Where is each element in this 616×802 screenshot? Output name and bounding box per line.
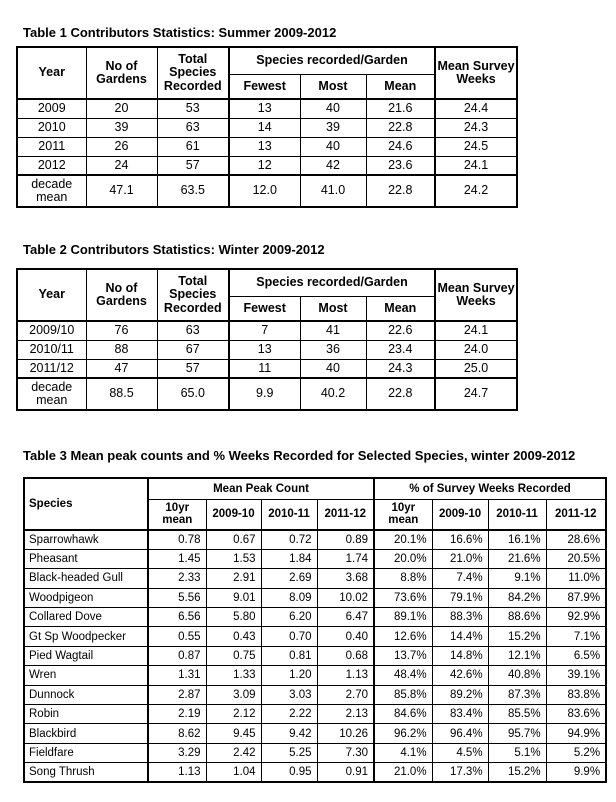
species-name-cell: Song Thrush <box>24 763 148 782</box>
species-name-cell: Black-headed Gull <box>24 569 148 588</box>
decade-mean-row <box>17 175 517 207</box>
table1-caption: Table 1 Contributors Statistics: Summer 2009-2012 <box>23 25 337 40</box>
col-weeks-7: 2011-12 <box>546 499 606 530</box>
col-fewest: Fewest <box>229 74 300 99</box>
survey-weeks-pct-cell: 12.1% <box>488 646 546 665</box>
col-peak-2: 2010-11 <box>261 499 317 530</box>
table-row <box>17 340 517 359</box>
mean-cell: 22.8 <box>366 378 435 410</box>
peak-count-cell: 1.84 <box>261 549 317 568</box>
fewest-cell: 7 <box>229 321 300 340</box>
col-gardens: No of Gardens <box>86 47 157 99</box>
table-row <box>17 118 517 137</box>
col-year: Year <box>17 269 86 321</box>
survey-weeks-pct-cell: 14.8% <box>432 646 488 665</box>
species-row <box>24 685 606 704</box>
survey-weeks-pct-cell: 85.5% <box>488 705 546 724</box>
peak-count-cell: 1.13 <box>148 763 206 782</box>
fewest-cell: 13 <box>229 99 300 118</box>
peak-count-cell: 0.40 <box>317 627 374 646</box>
most-cell: 42 <box>300 156 366 175</box>
survey-weeks-pct-cell: 16.1% <box>488 530 546 549</box>
most-cell: 41 <box>300 321 366 340</box>
col-most: Most <box>300 74 366 99</box>
survey-weeks-pct-cell: 42.6% <box>432 666 488 685</box>
gardens-cell: 47 <box>86 359 157 378</box>
survey-weeks-pct-cell: 21.0% <box>432 549 488 568</box>
survey-weeks-pct-cell: 21.6% <box>488 549 546 568</box>
peak-count-cell: 9.01 <box>206 588 261 607</box>
summer-stats-table <box>16 46 518 208</box>
col-peak-1: 2009-10 <box>206 499 261 530</box>
peak-count-cell: 3.29 <box>148 743 206 762</box>
survey-weeks-pct-cell: 20.5% <box>546 549 606 568</box>
survey-weeks-pct-cell: 84.2% <box>488 588 546 607</box>
table-row <box>17 99 517 118</box>
peak-count-cell: 1.13 <box>317 666 374 685</box>
year-cell: 2011 <box>17 137 86 156</box>
year-cell: 2009 <box>17 99 86 118</box>
most-cell: 41.0 <box>300 175 366 207</box>
survey-weeks-pct-cell: 88.6% <box>488 608 546 627</box>
gardens-cell: 24 <box>86 156 157 175</box>
species-name-cell: Blackbird <box>24 724 148 743</box>
species-row <box>24 608 606 627</box>
peak-count-cell: 2.33 <box>148 569 206 588</box>
col-fewest: Fewest <box>229 296 300 321</box>
col-mean: Mean <box>366 296 435 321</box>
col-year: Year <box>17 47 86 99</box>
year-cell: 2009/10 <box>17 321 86 340</box>
survey-weeks-pct-cell: 20.0% <box>374 549 432 568</box>
peak-count-cell: 0.81 <box>261 646 317 665</box>
peak-count-cell: 2.12 <box>206 705 261 724</box>
table-row <box>17 359 517 378</box>
total-species-cell: 53 <box>157 99 229 118</box>
col-total-species: Total Species Recorded <box>157 269 229 321</box>
survey-weeks-pct-cell: 94.9% <box>546 724 606 743</box>
species-row <box>24 724 606 743</box>
peak-count-cell: 0.68 <box>317 646 374 665</box>
species-row <box>24 549 606 568</box>
species-row <box>24 743 606 762</box>
decade-mean-row <box>17 378 517 410</box>
mean-cell: 23.6 <box>366 156 435 175</box>
peak-count-cell: 6.47 <box>317 608 374 627</box>
col-mean: Mean <box>366 74 435 99</box>
survey-weeks-pct-cell: 9.9% <box>546 763 606 782</box>
survey-weeks-pct-cell: 84.6% <box>374 705 432 724</box>
mean-cell: 24.3 <box>366 359 435 378</box>
survey-weeks-cell: 24.2 <box>435 175 517 207</box>
table3-caption: Table 3 Mean peak counts and % Weeks Recorded for Selected Species, winter 2009-2012 <box>23 448 576 463</box>
most-cell: 40 <box>300 99 366 118</box>
total-species-cell: 67 <box>157 340 229 359</box>
col-most: Most <box>300 296 366 321</box>
survey-weeks-cell: 24.1 <box>435 321 517 340</box>
peak-count-cell: 0.89 <box>317 530 374 549</box>
species-peak-counts-table <box>23 477 607 783</box>
survey-weeks-pct-cell: 79.1% <box>432 588 488 607</box>
peak-count-cell: 1.53 <box>206 549 261 568</box>
year-cell: 2010/11 <box>17 340 86 359</box>
peak-count-cell: 8.09 <box>261 588 317 607</box>
species-name-cell: Pied Wagtail <box>24 646 148 665</box>
mean-cell: 22.8 <box>366 118 435 137</box>
year-cell: 2011/12 <box>17 359 86 378</box>
peak-count-cell: 9.45 <box>206 724 261 743</box>
col-mean-survey-weeks: Mean Survey Weeks <box>435 47 517 99</box>
most-cell: 36 <box>300 340 366 359</box>
survey-weeks-cell: 24.4 <box>435 99 517 118</box>
survey-weeks-pct-cell: 7.1% <box>546 627 606 646</box>
survey-weeks-pct-cell: 4.1% <box>374 743 432 762</box>
survey-weeks-cell: 24.7 <box>435 378 517 410</box>
peak-count-cell: 5.80 <box>206 608 261 627</box>
mean-cell: 22.6 <box>366 321 435 340</box>
fewest-cell: 12.0 <box>229 175 300 207</box>
survey-weeks-pct-cell: 83.4% <box>432 705 488 724</box>
mean-cell: 23.4 <box>366 340 435 359</box>
year-cell: decade mean <box>17 175 86 207</box>
survey-weeks-pct-cell: 17.3% <box>432 763 488 782</box>
mean-cell: 24.6 <box>366 137 435 156</box>
winter-stats-table <box>16 268 518 411</box>
survey-weeks-pct-cell: 8.8% <box>374 569 432 588</box>
peak-count-cell: 2.13 <box>317 705 374 724</box>
table2-caption: Table 2 Contributors Statistics: Winter 2009-2012 <box>23 242 325 257</box>
survey-weeks-pct-cell: 11.0% <box>546 569 606 588</box>
table-row <box>17 156 517 175</box>
survey-weeks-pct-cell: 5.1% <box>488 743 546 762</box>
total-species-cell: 61 <box>157 137 229 156</box>
fewest-cell: 13 <box>229 340 300 359</box>
survey-weeks-pct-cell: 83.8% <box>546 685 606 704</box>
species-row <box>24 646 606 665</box>
survey-weeks-cell: 24.5 <box>435 137 517 156</box>
species-name-cell: Pheasant <box>24 549 148 568</box>
peak-count-cell: 8.62 <box>148 724 206 743</box>
peak-count-cell: 6.56 <box>148 608 206 627</box>
survey-weeks-pct-cell: 39.1% <box>546 666 606 685</box>
peak-count-cell: 1.33 <box>206 666 261 685</box>
fewest-cell: 13 <box>229 137 300 156</box>
peak-count-cell: 0.91 <box>317 763 374 782</box>
gardens-cell: 39 <box>86 118 157 137</box>
peak-count-cell: 10.26 <box>317 724 374 743</box>
peak-count-cell: 0.72 <box>261 530 317 549</box>
survey-weeks-pct-cell: 87.3% <box>488 685 546 704</box>
col-species: Species <box>24 478 148 530</box>
peak-count-cell: 0.75 <box>206 646 261 665</box>
survey-weeks-pct-cell: 87.9% <box>546 588 606 607</box>
col-group-mean-peak-count: Mean Peak Count <box>148 478 374 499</box>
survey-weeks-pct-cell: 7.4% <box>432 569 488 588</box>
most-cell: 40 <box>300 137 366 156</box>
total-species-cell: 63.5 <box>157 175 229 207</box>
survey-weeks-pct-cell: 95.7% <box>488 724 546 743</box>
gardens-cell: 47.1 <box>86 175 157 207</box>
peak-count-cell: 0.55 <box>148 627 206 646</box>
survey-weeks-pct-cell: 14.4% <box>432 627 488 646</box>
peak-count-cell: 0.95 <box>261 763 317 782</box>
peak-count-cell: 9.42 <box>261 724 317 743</box>
total-species-cell: 65.0 <box>157 378 229 410</box>
col-weeks-4: 10yr mean <box>374 499 432 530</box>
total-species-cell: 57 <box>157 156 229 175</box>
col-total-species: Total Species Recorded <box>157 47 229 99</box>
species-row <box>24 666 606 685</box>
col-group-survey-weeks: % of Survey Weeks Recorded <box>374 478 606 499</box>
peak-count-cell: 3.68 <box>317 569 374 588</box>
survey-weeks-cell: 25.0 <box>435 359 517 378</box>
survey-weeks-pct-cell: 92.9% <box>546 608 606 627</box>
peak-count-cell: 2.91 <box>206 569 261 588</box>
survey-weeks-pct-cell: 20.1% <box>374 530 432 549</box>
peak-count-cell: 5.56 <box>148 588 206 607</box>
total-species-cell: 57 <box>157 359 229 378</box>
mean-cell: 21.6 <box>366 99 435 118</box>
peak-count-cell: 2.19 <box>148 705 206 724</box>
col-weeks-5: 2009-10 <box>432 499 488 530</box>
survey-weeks-pct-cell: 21.0% <box>374 763 432 782</box>
survey-weeks-pct-cell: 12.6% <box>374 627 432 646</box>
peak-count-cell: 1.31 <box>148 666 206 685</box>
species-name-cell: Robin <box>24 705 148 724</box>
survey-weeks-pct-cell: 73.6% <box>374 588 432 607</box>
table-row <box>17 321 517 340</box>
survey-weeks-pct-cell: 48.4% <box>374 666 432 685</box>
survey-weeks-pct-cell: 15.2% <box>488 627 546 646</box>
species-row <box>24 627 606 646</box>
gardens-cell: 76 <box>86 321 157 340</box>
survey-weeks-pct-cell: 89.2% <box>432 685 488 704</box>
survey-weeks-pct-cell: 9.1% <box>488 569 546 588</box>
species-name-cell: Fieldfare <box>24 743 148 762</box>
peak-count-cell: 6.20 <box>261 608 317 627</box>
gardens-cell: 26 <box>86 137 157 156</box>
peak-count-cell: 5.25 <box>261 743 317 762</box>
survey-weeks-cell: 24.3 <box>435 118 517 137</box>
most-cell: 40 <box>300 359 366 378</box>
peak-count-cell: 1.20 <box>261 666 317 685</box>
total-species-cell: 63 <box>157 118 229 137</box>
survey-weeks-pct-cell: 15.2% <box>488 763 546 782</box>
col-mean-survey-weeks: Mean Survey Weeks <box>435 269 517 321</box>
gardens-cell: 88 <box>86 340 157 359</box>
col-gardens: No of Gardens <box>86 269 157 321</box>
species-row <box>24 705 606 724</box>
species-row <box>24 763 606 782</box>
survey-weeks-pct-cell: 96.4% <box>432 724 488 743</box>
survey-weeks-pct-cell: 85.8% <box>374 685 432 704</box>
peak-count-cell: 2.69 <box>261 569 317 588</box>
peak-count-cell: 3.09 <box>206 685 261 704</box>
gardens-cell: 88.5 <box>86 378 157 410</box>
survey-weeks-pct-cell: 83.6% <box>546 705 606 724</box>
survey-weeks-pct-cell: 5.2% <box>546 743 606 762</box>
peak-count-cell: 0.87 <box>148 646 206 665</box>
peak-count-cell: 1.74 <box>317 549 374 568</box>
col-group-species-per-garden: Species recorded/Garden <box>229 47 435 74</box>
species-name-cell: Woodpigeon <box>24 588 148 607</box>
survey-weeks-pct-cell: 40.8% <box>488 666 546 685</box>
survey-weeks-cell: 24.1 <box>435 156 517 175</box>
peak-count-cell: 3.03 <box>261 685 317 704</box>
species-name-cell: Gt Sp Woodpecker <box>24 627 148 646</box>
peak-count-cell: 0.78 <box>148 530 206 549</box>
col-peak-3: 2011-12 <box>317 499 374 530</box>
col-weeks-6: 2010-11 <box>488 499 546 530</box>
peak-count-cell: 10.02 <box>317 588 374 607</box>
peak-count-cell: 0.43 <box>206 627 261 646</box>
fewest-cell: 9.9 <box>229 378 300 410</box>
survey-weeks-cell: 24.0 <box>435 340 517 359</box>
table-row <box>17 137 517 156</box>
species-name-cell: Dunnock <box>24 685 148 704</box>
fewest-cell: 12 <box>229 156 300 175</box>
gardens-cell: 20 <box>86 99 157 118</box>
survey-weeks-pct-cell: 88.3% <box>432 608 488 627</box>
survey-weeks-pct-cell: 16.6% <box>432 530 488 549</box>
survey-weeks-pct-cell: 6.5% <box>546 646 606 665</box>
peak-count-cell: 2.87 <box>148 685 206 704</box>
fewest-cell: 14 <box>229 118 300 137</box>
peak-count-cell: 0.67 <box>206 530 261 549</box>
survey-weeks-pct-cell: 13.7% <box>374 646 432 665</box>
species-name-cell: Collared Dove <box>24 608 148 627</box>
survey-weeks-pct-cell: 89.1% <box>374 608 432 627</box>
mean-cell: 22.8 <box>366 175 435 207</box>
most-cell: 39 <box>300 118 366 137</box>
peak-count-cell: 0.70 <box>261 627 317 646</box>
peak-count-cell: 2.70 <box>317 685 374 704</box>
species-row <box>24 530 606 549</box>
species-name-cell: Wren <box>24 666 148 685</box>
peak-count-cell: 1.04 <box>206 763 261 782</box>
survey-weeks-pct-cell: 4.5% <box>432 743 488 762</box>
total-species-cell: 63 <box>157 321 229 340</box>
year-cell: 2012 <box>17 156 86 175</box>
peak-count-cell: 7.30 <box>317 743 374 762</box>
col-group-species-per-garden: Species recorded/Garden <box>229 269 435 296</box>
species-row <box>24 588 606 607</box>
most-cell: 40.2 <box>300 378 366 410</box>
fewest-cell: 11 <box>229 359 300 378</box>
peak-count-cell: 2.42 <box>206 743 261 762</box>
peak-count-cell: 1.45 <box>148 549 206 568</box>
year-cell: decade mean <box>17 378 86 410</box>
survey-weeks-pct-cell: 28.6% <box>546 530 606 549</box>
species-name-cell: Sparrowhawk <box>24 530 148 549</box>
year-cell: 2010 <box>17 118 86 137</box>
peak-count-cell: 2.22 <box>261 705 317 724</box>
col-peak-0: 10yr mean <box>148 499 206 530</box>
survey-weeks-pct-cell: 96.2% <box>374 724 432 743</box>
species-row <box>24 569 606 588</box>
